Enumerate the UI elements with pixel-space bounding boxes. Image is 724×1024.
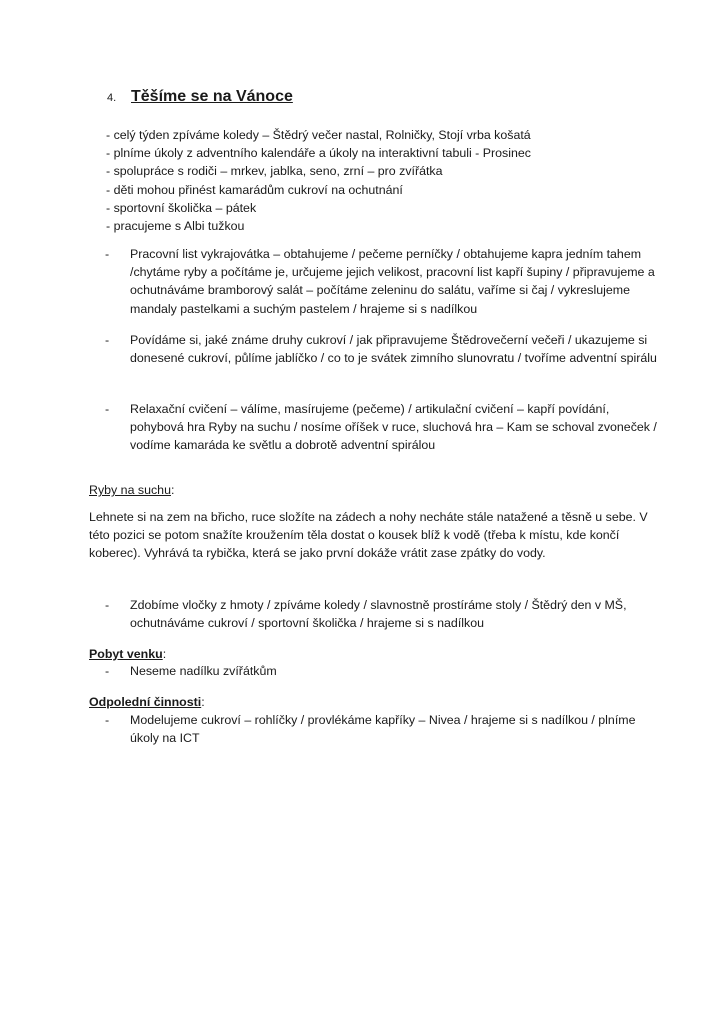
activity-list xyxy=(106,126,531,235)
game-title: Ryby na suchu xyxy=(89,483,171,497)
list-item: - pracujeme s Albi tužkou xyxy=(106,219,245,234)
outdoor-title: Pobyt venku xyxy=(89,647,163,661)
afternoon-item xyxy=(105,711,665,747)
bullet-text: Zdobíme vločky z hmoty / zpíváme koledy / slavnostně prostíráme stoly / Štědrý den v MŠ, ochutnáváme cukroví / sportovní školička / hrajeme si s nadílkou xyxy=(130,598,627,631)
bullet-text: Pracovní list vykrajovátka – obtahujeme / pečeme perníčky / obtahujeme kapra jedním tahem /chytáme ryby a počítáme je, určujeme jejich velikost, pracovní list kapří šupiny / připravujeme a ochutnáváme bramborový salát – počítáme zeleninu do salátu, vaříme si čaj / vykreslujeme mandaly pastelkami a suchým pastelem / hrajeme si s nadílkou xyxy=(130,247,655,316)
bullet-text: Neseme nadílku zvířátkům xyxy=(130,664,277,678)
outdoor-heading xyxy=(89,645,166,663)
bullet-text: Povídáme si, jaké známe druhy cukroví / jak připravujeme Štědrovečerní večeři / ukazujeme si donesené cukroví, půlíme jablíčko / co to je svátek zimního slunovratu / tvoříme adventní spirálu xyxy=(130,333,657,366)
list-item: - spolupráce s rodiči – mrkev, jablka, seno, zrní – pro zvířátka xyxy=(106,164,443,179)
afternoon-colon: : xyxy=(201,695,205,709)
bullet-item xyxy=(105,331,665,367)
bullet-text: Relaxační cvičení – válíme, masírujeme (pečeme) / artikulační cvičení – kapří povídání, pohybová hra Ryby na suchu / nosíme oříšek v ruce, sluchová hra – Kam se schoval zvoneček / vodíme kamaráda ke světlu a dobrotě adventní spirálou xyxy=(130,402,657,453)
afternoon-title: Odpolední činnosti xyxy=(89,695,202,709)
bullet-dash: - xyxy=(105,598,110,612)
list-item: - celý týden zpíváme koledy – Štědrý večer nastal, Rolničky, Stojí vrba košatá xyxy=(106,128,531,142)
section-title: Těšíme se na Vánoce xyxy=(131,88,293,105)
outdoor-colon: : xyxy=(162,647,167,661)
bullet-dash: - xyxy=(105,247,110,261)
list-item: - sportovní školička – pátek xyxy=(106,200,257,215)
game-description: Lehnete si na zem na břicho, ruce složíte na zádech a nohy necháte stále natažené a těsně u sebe. V této pozici se potom snažíte kroužením těla dostat o kousek blíž k vodě (třeba k místu, kde končí koberec). Vyhrává ta rybička, která se jako první dokáže vrátit zase zpátky do vody. xyxy=(89,510,648,561)
game-colon: : xyxy=(170,483,175,497)
game-heading xyxy=(89,481,174,499)
section-number: 4. xyxy=(107,92,117,104)
bullet-item xyxy=(105,596,665,632)
list-item: - plníme úkoly z adventního kalendáře a úkoly na interaktivní tabuli - Prosinec xyxy=(106,146,531,161)
bullet-text: Modelujeme cukroví – rohlíčky / provlékáme kapříky – Nivea / hrajeme si s nadílkou / plníme úkoly na ICT xyxy=(130,713,636,746)
section-heading xyxy=(107,88,293,106)
bullet-item xyxy=(105,245,665,318)
afternoon-heading xyxy=(89,693,205,711)
bullet-dash: - xyxy=(105,333,110,347)
outdoor-item xyxy=(105,662,665,680)
bullet-item xyxy=(105,400,665,455)
list-item: - děti mohou přinést kamarádům cukroví na ochutnání xyxy=(106,182,403,197)
bullet-dash: - xyxy=(105,713,110,727)
bullet-dash: - xyxy=(105,664,110,678)
bullet-dash: - xyxy=(105,402,110,416)
